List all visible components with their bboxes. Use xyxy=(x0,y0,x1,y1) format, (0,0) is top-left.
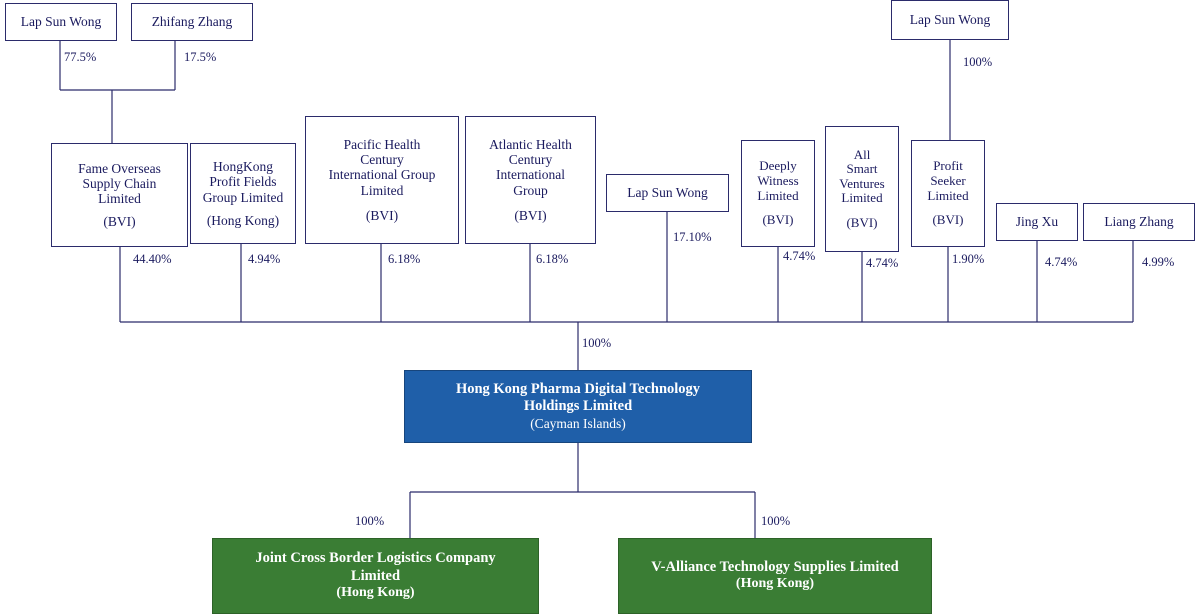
shareholder-lap-sun-wong-top-left xyxy=(5,3,117,41)
pct-jing-xu: 4.74% xyxy=(1045,255,1078,269)
node-label: Limited xyxy=(98,191,141,206)
holding-name-line1: Hong Kong Pharma Digital Technology xyxy=(455,381,701,398)
pct-fame-overseas: 44.40% xyxy=(133,252,172,266)
entity-hongkong-profit-fields xyxy=(190,143,296,244)
entity-lap-sun-wong-mid xyxy=(606,174,729,212)
node-label: Group xyxy=(513,182,548,198)
shareholder-zhifang-zhang xyxy=(131,3,253,41)
node-label: Century xyxy=(360,152,404,168)
pct-17-5: 17.5% xyxy=(184,50,217,64)
entity-all-smart-ventures xyxy=(825,126,899,252)
node-label: Supply Chain xyxy=(82,175,157,191)
node-jurisdiction: (BVI) xyxy=(514,207,547,223)
node-label: Liang Zhang xyxy=(1104,214,1174,230)
subsidiary-jurisdiction: (Hong Kong) xyxy=(336,584,415,600)
pct-deeply-witness: 4.74% xyxy=(783,249,816,263)
node-label: Limited xyxy=(757,187,799,203)
entity-pacific-health-century xyxy=(305,116,459,244)
entity-jing-xu xyxy=(996,203,1078,241)
pct-all-smart-ventures: 4.74% xyxy=(866,256,899,270)
node-label: Seeker xyxy=(930,172,966,188)
shareholder-lap-sun-wong-top-right xyxy=(891,0,1009,40)
node-label: Jing Xu xyxy=(1015,214,1059,230)
node-jurisdiction: (Hong Kong) xyxy=(206,212,280,228)
pct-pacific-health-century: 6.18% xyxy=(388,252,421,266)
node-label: HongKong xyxy=(213,159,273,175)
node-label: Ventures xyxy=(839,175,885,191)
node-label: Profit xyxy=(933,158,963,174)
node-jurisdiction: (BVI) xyxy=(932,212,964,228)
pct-v-alliance-technology-supplies: 100% xyxy=(761,514,791,528)
pct-joint-cross-border-logistics: 100% xyxy=(355,514,385,528)
node-label: Lap Sun Wong xyxy=(20,14,102,30)
node-jurisdiction: (BVI) xyxy=(103,214,136,230)
node-jurisdiction: (BVI) xyxy=(846,214,878,230)
pct-77-5: 77.5% xyxy=(64,50,97,64)
pct-hongkong-profit-fields: 4.94% xyxy=(248,252,281,266)
entity-liang-zhang xyxy=(1083,203,1195,241)
node-label: International Group xyxy=(328,167,436,183)
pct-atlantic-health-century: 6.18% xyxy=(536,252,569,266)
holding-jurisdiction: (Cayman Islands) xyxy=(530,415,626,431)
node-label: Pacific Health xyxy=(343,137,421,153)
node-label: Fame Overseas xyxy=(78,160,161,176)
entity-fame-overseas xyxy=(51,143,188,247)
holding-name-line2: Holdings Limited xyxy=(523,398,633,415)
subsidiary-jurisdiction: (Hong Kong) xyxy=(735,576,815,592)
node-label: Smart xyxy=(846,161,878,177)
pct-liang-zhang: 4.99% xyxy=(1142,255,1175,269)
entity-atlantic-health-century xyxy=(465,116,596,244)
subsidiary-name-line1: V-Alliance Technology Supplies Limited xyxy=(651,558,899,575)
pct-profit-seeker: 1.90% xyxy=(952,252,985,266)
subsidiary-joint-cross-border-logistics xyxy=(212,538,539,614)
node-label: Lap Sun Wong xyxy=(909,12,991,28)
node-label: Lap Sun Wong xyxy=(627,185,708,201)
node-label: Limited xyxy=(927,187,969,203)
pct-holding-incoming: 100% xyxy=(582,336,612,350)
subsidiary-name-line1: Joint Cross Border Logistics Company xyxy=(255,550,496,567)
entity-deeply-witness xyxy=(741,140,815,247)
node-label: Witness xyxy=(757,172,799,188)
subsidiary-v-alliance-technology-supplies xyxy=(618,538,932,614)
node-label: All xyxy=(853,146,871,162)
node-label: Limited xyxy=(360,182,404,198)
node-label: Profit Fields xyxy=(209,174,277,190)
node-jurisdiction: (BVI) xyxy=(365,207,399,223)
node-label: Zhifang Zhang xyxy=(151,14,233,30)
node-label: Deeply xyxy=(759,158,797,174)
node-label: Limited xyxy=(841,190,883,206)
node-jurisdiction: (BVI) xyxy=(762,212,794,228)
node-label: Century xyxy=(508,152,553,168)
node-label: Group Limited xyxy=(202,189,284,205)
holding-company-hong-kong-pharma-digital xyxy=(404,370,752,443)
pct-lap-sun-wong-mid: 17.10% xyxy=(673,230,712,244)
entity-profit-seeker xyxy=(911,140,985,247)
pct-100-top-right: 100% xyxy=(963,55,993,69)
node-label: International xyxy=(496,167,565,183)
subsidiary-name-line2: Limited xyxy=(350,567,401,584)
node-label: Atlantic Health xyxy=(489,137,572,153)
